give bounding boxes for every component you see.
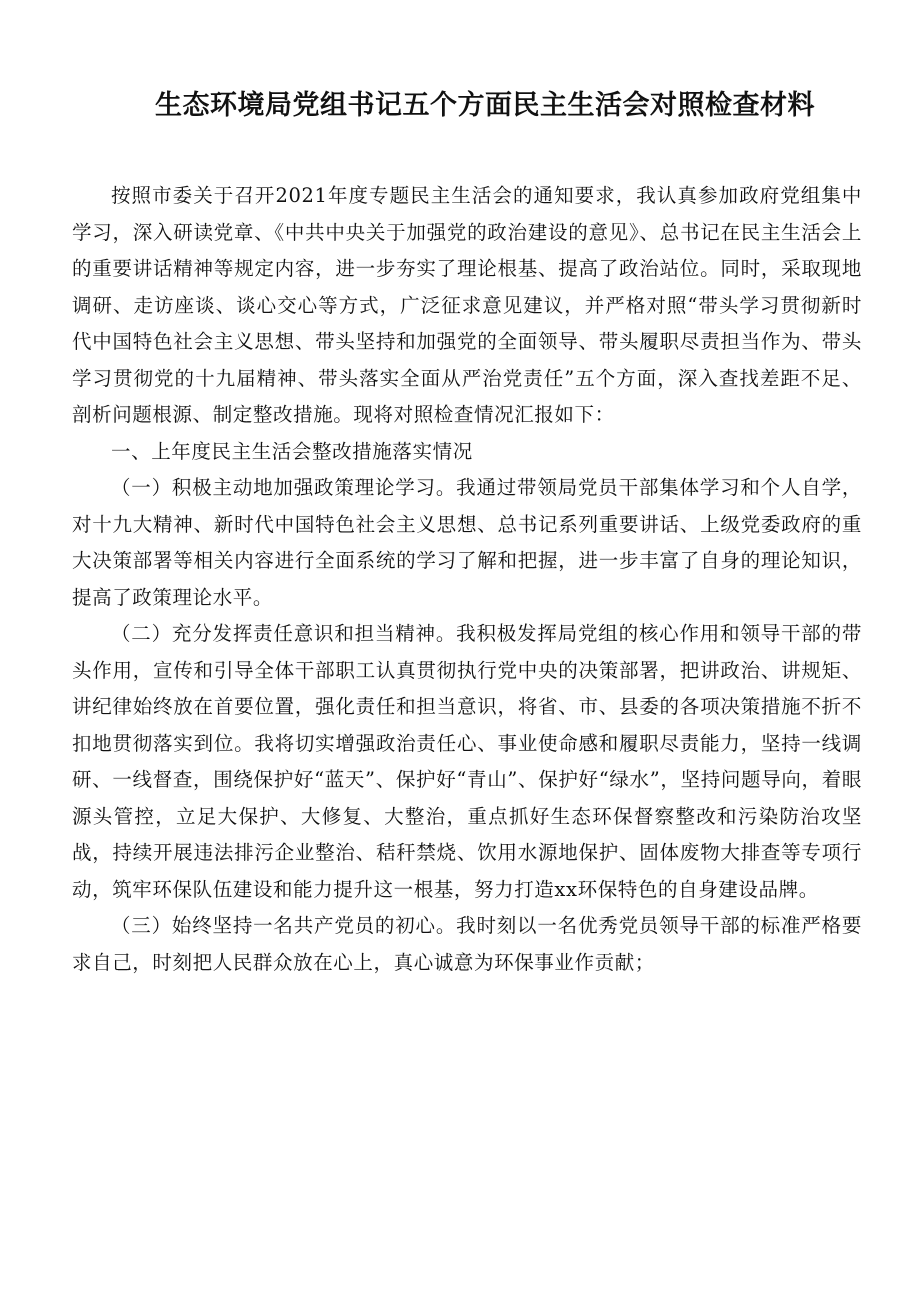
- subsection-paragraph-1: （一）积极主动地加强政策理论学习。我通过带领局党员干部集体学习和个人自学，对十九大精神、新时代中国特色社会主义思想、总书记系列重要讲话、上级党委政府的重大决策部署等相关内容进行全面系统的学习了解和把握，进一步丰富了自身的理论知识，提高了政策理论水平。: [72, 476, 862, 609]
- section-heading-1: 一、上年度民主生活会整改措施落实情况: [111, 439, 473, 463]
- intro-paragraph: 按照市委关于召开2021年度专题民主生活会的通知要求，我认真参加政府党组集中学习，深入研读党章、《中共中央关于加强党的政治建设的意见》、总书记在民主生活会上的重要讲话精神等规定内容，进一步夯实了理论根基、提高了政治站位。同时，采取现地调研、走访座谈、谈心交心等方式，广泛征求意见建议，并严格对照“带头学习贯彻新时代中国特色社会主义思想、带头坚持和加强党的全面领导、带头履职尽责担当作为、带头学习贯彻党的十九届精神、带头落实全面从严治党责任”五个方面，深入查找差距不足、剖析问题根源、制定整改措施。现将对照检查情况汇报如下：: [72, 184, 862, 426]
- subsection-paragraph-2: （二）充分发挥责任意识和担当精神。我积极发挥局党组的核心作用和领导干部的带头作用，宣传和引导全体干部职工认真贯彻执行党中央的决策部署，把讲政治、讲规矩、讲纪律始终放在首要位置，强化责任和担当意识，将省、市、县委的各项决策措施不折不扣地贯彻落实到位。我将切实增强政治责任心、事业使命感和履职尽责能力，坚持一线调研、一线督查，围绕保护好“蓝天”、保护好“青山”、保护好“绿水”，坚持问题导向，着眼源头管控，立足大保护、大修复、大整治，重点抓好生态环保督察整改和污染防治攻坚战，持续开展违法排污企业整治、秸秆禁烧、饮用水源地保护、固体废物大排查等专项行动，筑牢环保队伍建设和能力提升这一根基，努力打造xx环保特色的自身建设品牌。: [72, 622, 862, 901]
- document-title: 生态环境局党组书记五个方面民主生活会对照检查材料: [155, 90, 815, 121]
- subsection-paragraph-3: （三）始终坚持一名共产党员的初心。我时刻以一名优秀党员领导干部的标准严格要求自己，时刻把人民群众放在心上，真心诚意为环保事业作贡献；: [72, 914, 862, 974]
- document-body: [72, 178, 862, 981]
